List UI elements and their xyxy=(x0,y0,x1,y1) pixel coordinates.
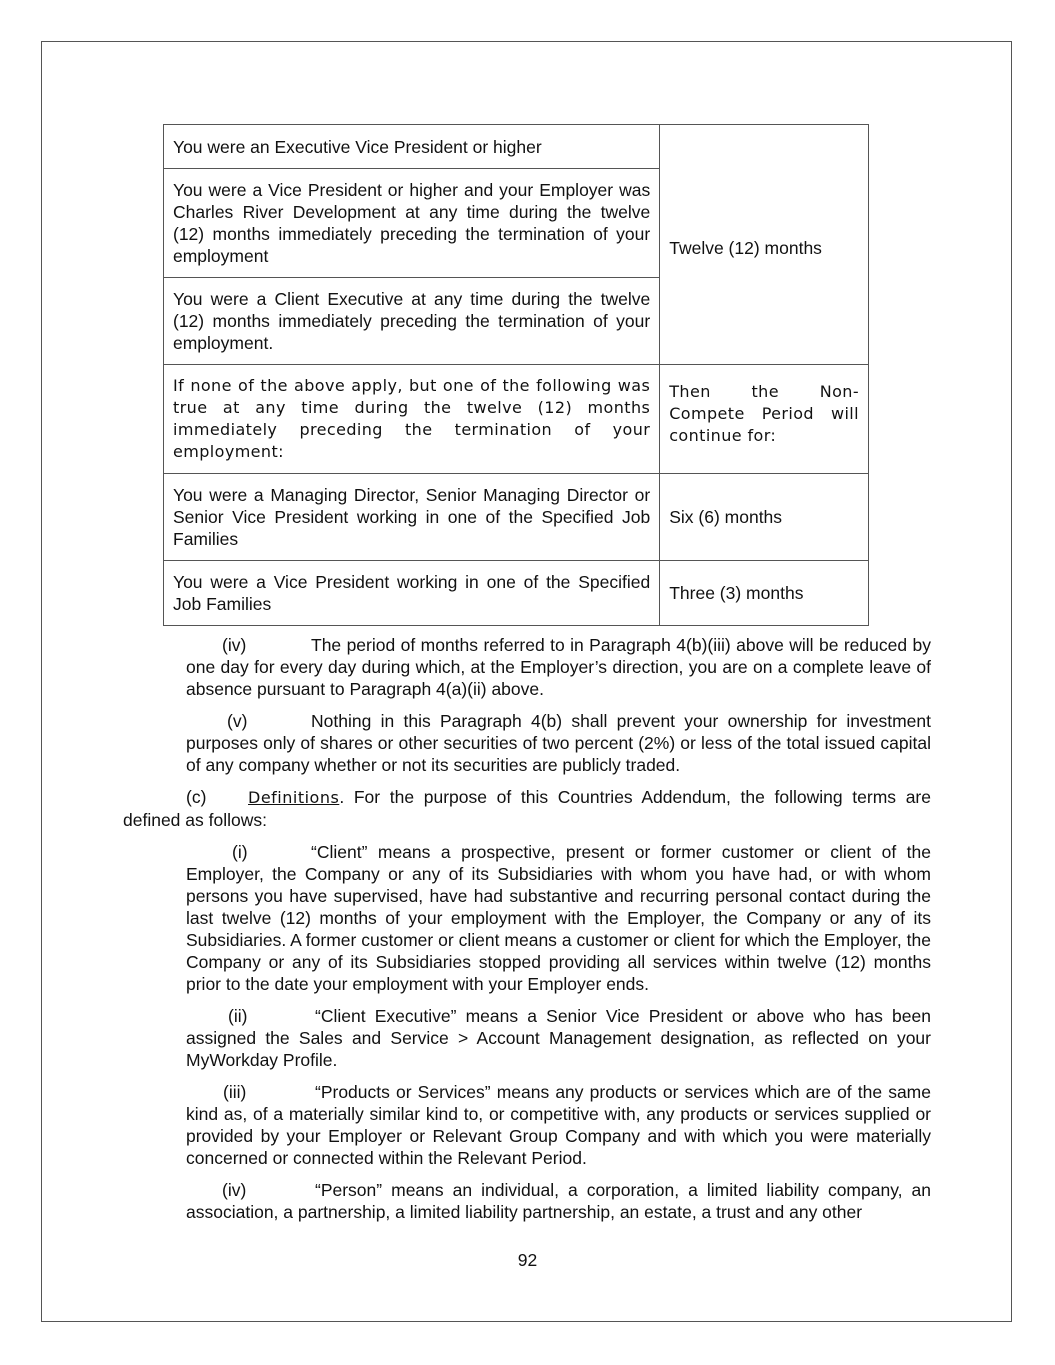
table-cell: You were a Managing Director, Senior Managing Director or Senior Vice President working in one of the Specified Job Families xyxy=(164,474,660,561)
paragraph-v xyxy=(186,710,931,776)
table-cell: You were a Vice President working in one of the Specified Job Families xyxy=(164,561,660,626)
table-row xyxy=(164,125,869,169)
table-cell: Then the Non-Compete Period will continue for: xyxy=(660,365,869,474)
paragraph-number: (v) xyxy=(227,711,248,731)
table-row xyxy=(164,474,869,561)
table-cell: You were an Executive Vice President or higher xyxy=(164,125,660,169)
paragraph-number: (i) xyxy=(232,842,248,862)
paragraph-number: (iv) xyxy=(222,635,247,655)
paragraph-text: “Client Executive” means a Senior Vice President or above who has been assigned the Sales and Service > Account Management designation, as reflected on your MyWorkday Profile. xyxy=(186,1006,931,1070)
table-cell: Three (3) months xyxy=(660,561,869,626)
paragraph-number: (iv) xyxy=(222,1180,247,1200)
paragraph-text: . For the purpose of this Countries Addendum, the following terms are defined as follows: xyxy=(123,787,931,830)
paragraph-number: (c) xyxy=(186,787,207,807)
definitions-heading: Definitions xyxy=(248,788,340,807)
table-row xyxy=(164,561,869,626)
definition-products-services xyxy=(186,1081,931,1169)
definition-person xyxy=(186,1179,931,1223)
paragraph-text: “Products or Services” means any products or services which are of the same kind as, of a materially similar kind to, or competitive with, any products or services supplied or provided by your Employer or Relevant Group Company and with which you were materially concerned or connected within the Relevant Period. xyxy=(186,1082,931,1168)
paragraph-c xyxy=(123,786,931,831)
table-cell: If none of the above apply, but one of the following was true at any time during the twelve (12) months immediately preceding the termination of your employment: xyxy=(164,365,660,474)
page-number: 92 xyxy=(517,1250,538,1270)
definition-client-executive xyxy=(186,1005,931,1071)
body-text xyxy=(123,634,931,1233)
paragraph-iv xyxy=(186,634,931,700)
paragraph-text: “Person” means an individual, a corporation, a limited liability company, an association, a partnership, a limited liability partnership, an estate, a trust and any other xyxy=(186,1180,931,1222)
table-cell: You were a Client Executive at any time during the twelve (12) months immediately preceding the termination of your employment. xyxy=(164,278,660,365)
table-cell: You were a Vice President or higher and your Employer was Charles River Development at any time during the twelve (12) months immediately preceding the termination of your employment xyxy=(164,169,660,278)
table-cell-merged: Twelve (12) months xyxy=(660,125,869,365)
paragraph-number: (iii) xyxy=(223,1082,247,1102)
table-cell: Six (6) months xyxy=(660,474,869,561)
table-row xyxy=(164,365,869,474)
definition-client xyxy=(186,841,931,995)
non-compete-table xyxy=(163,124,869,626)
paragraph-text: The period of months referred to in Paragraph 4(b)(iii) above will be reduced by one day for every day during which, at the Employer’s direction, you are on a complete leave of absence pursuant to Paragraph 4(a)(ii) above. xyxy=(186,635,931,699)
paragraph-text: Nothing in this Paragraph 4(b) shall prevent your ownership for investment purposes only of shares or other securities of two percent (2%) or less of the total issued capital of any company whether or not its securities are publicly traded. xyxy=(186,711,931,775)
paragraph-text: “Client” means a prospective, present or former customer or client of the Employer, the Company or any of its Subsidiaries with whom you have had, or with whom persons you have supervised, have had substantive and recurring personal contact during the last twelve (12) months of your employment with the Employer, the Company or any of its Subsidiaries. A former customer or client means a customer or client for which the Employer, the Company or any of its Subsidiaries stopped providing all services within twelve (12) months prior to the date your employment with your Employer ends. xyxy=(186,842,931,994)
paragraph-number: (ii) xyxy=(228,1006,248,1026)
